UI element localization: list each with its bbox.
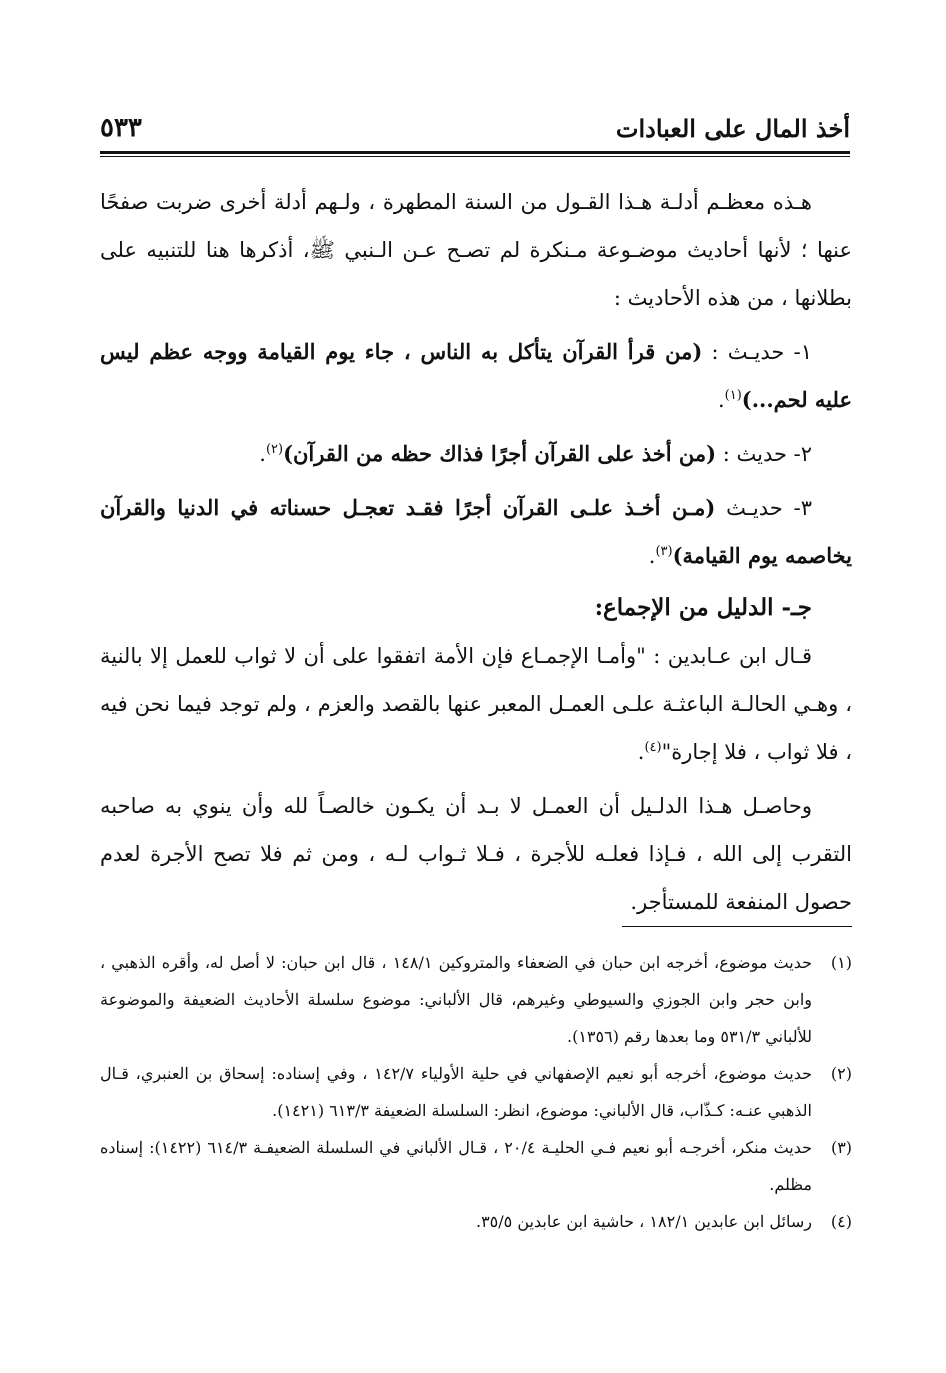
footnote-mark: (١): [830, 953, 853, 972]
footnote-mark: (٤): [830, 1212, 852, 1231]
footnote-3: [100, 1129, 852, 1203]
page-header: [100, 108, 850, 148]
footnote-ref[interactable]: (٤): [644, 740, 662, 755]
hadith-item-1: ١- حديـث : (من قرأ القرآن يتأكل به الناس ، جاء يوم القيامة ووجه عظم ليس عليه لحم...)$^{(١)}$.: [100, 339, 852, 412]
footnote-4: [100, 1203, 852, 1240]
conclusion-paragraph: وحاصـل هـذا الدلـيل أن العمـل لا بـد أن يكـون خالصـاً لله وأن ينوي به صاحبه التقرب إلى الله ، فـإذا فعلـه للأجرة ، فـلا ثـواب لـه ، ومن ثم فلا تصح الأجرة لعدم حصول المنفعة للمستأجر.: [100, 794, 852, 914]
footnote-text: حديث منكر، أخرجـه أبو نعيم فـي الحليـة ٢٠/٤ ، قـال الألباني في السلسلة الضعيفـة ٦١٤/٣ (١٤٢٢): إسناده مظلم.: [100, 1138, 813, 1194]
header-rule: [100, 151, 850, 157]
running-title: أخذ المال على العبادات: [615, 113, 850, 143]
ijma-paragraph: قـال ابن عـابدين : "وأمـا الإجمـاع فإن الأمة اتفقوا على أن لا ثواب للعمل إلا بالنية ، وهـي الحالـة الباعثـة علـى العمـل المعبر عنها بالقصد والعزم ، ولم توجد فيما نحن فيه ، فلا ثواب ، فلا إجارة"$^{(٤)}$.: [100, 644, 852, 764]
footnote-text: حديث موضوع، أخرجه أبو نعيم الإصفهاني في حلية الأولياء ١٤٢/٧ ، وفي إسناده: إسحاق بن العنبري، قـال الذهبي عنـه: كـذّاب، قال الألباني: موضوع، انظر: السلسلة الضعيفة ٦١٣/٣ (١٤٢١).: [100, 1064, 812, 1120]
footnote-ref[interactable]: (٣): [655, 544, 673, 559]
footnote-text: حديث موضوع، أخرجه ابن حبان في الضعفاء والمتروكين ١٤٨/١ ، قال ابن حبان: لا أصل له، وأقره الذهبي ، وابن حجر وابن الجوزي والسيوطي وغيرهم، قال الألباني: موضوع سلسلة الأحاديث الضعيفة والموضوعة للألباني ٥٣١/٣ وما بعدها رقم (١٣٥٦).: [100, 953, 813, 1046]
footnote-1: [100, 944, 852, 1055]
footnote-ref[interactable]: (٢): [265, 442, 284, 457]
hadith-text: (من أخذ على القرآن أجرًا فذاك حظه من القرآن): [283, 441, 717, 466]
hadith-prefix: ١- حديـث :: [702, 340, 812, 364]
hadith-text: (مـن أخـذ علـى القرآن أجرًا فقـد تعجـل حسناته في الدنيا والقرآن يخاصمه يوم القيامة): [100, 495, 852, 568]
footnote-2: [100, 1055, 852, 1129]
hadith-item-3: ٣- حديـث (مـن أخـذ علـى القرآن أجرًا فقـد تعجـل حسناته في الدنيا والقرآن يخاصمه يوم القيامة)$^{(٣)}$.: [100, 495, 852, 568]
footnote-mark: (٢): [830, 1064, 852, 1083]
hadith-text: (من قرأ القرآن يتأكل به الناس ، جاء يوم القيامة ووجه عظم ليس عليه لحم...): [100, 339, 852, 412]
footnotes: [100, 944, 852, 1240]
footnote-ref[interactable]: (١): [724, 388, 742, 403]
footnote-separator: [622, 926, 852, 927]
hadith-prefix: ٢- حديث :: [716, 442, 812, 466]
main-text: [100, 178, 852, 926]
page-number: ٥٣٣: [100, 113, 142, 143]
intro-paragraph: هـذه معظـم أدلـة هـذا القـول من السنة المطهرة ، ولـهم أدلة أخرى ضربت صفحًا عنها ؛ لأنها أحاديث موضـوعة مـنكرة لم تصـح عـن الـنبي ﷺ، أذكرها هنا للتنبيه على بطلانها ، من هذه الأحاديث :: [100, 190, 852, 310]
hadith-item-2: ٢- حديث : (من أخذ على القرآن أجرًا فذاك حظه من القرآن)$^{(٢)}$.: [259, 441, 812, 466]
section-heading: جـ- الدليل من الإجماع:: [594, 594, 812, 621]
ijma-quote: قـال ابن عـابدين : "وأمـا الإجمـاع فإن الأمة اتفقوا على أن لا ثواب للعمل إلا بالنية ، وهـي الحالـة الباعثـة علـى العمـل المعبر عنها بالقصد والعزم ، ولم توجد فيما نحن فيه ، فلا ثواب ، فلا إجارة": [100, 644, 852, 764]
footnote-text: رسائل ابن عابدين ١٨٢/١ ، حاشية ابن عابدين ٣٥/٥.: [475, 1212, 812, 1231]
footnote-mark: (٣): [830, 1138, 853, 1157]
hadith-prefix: ٣- حديـث: [715, 496, 812, 520]
